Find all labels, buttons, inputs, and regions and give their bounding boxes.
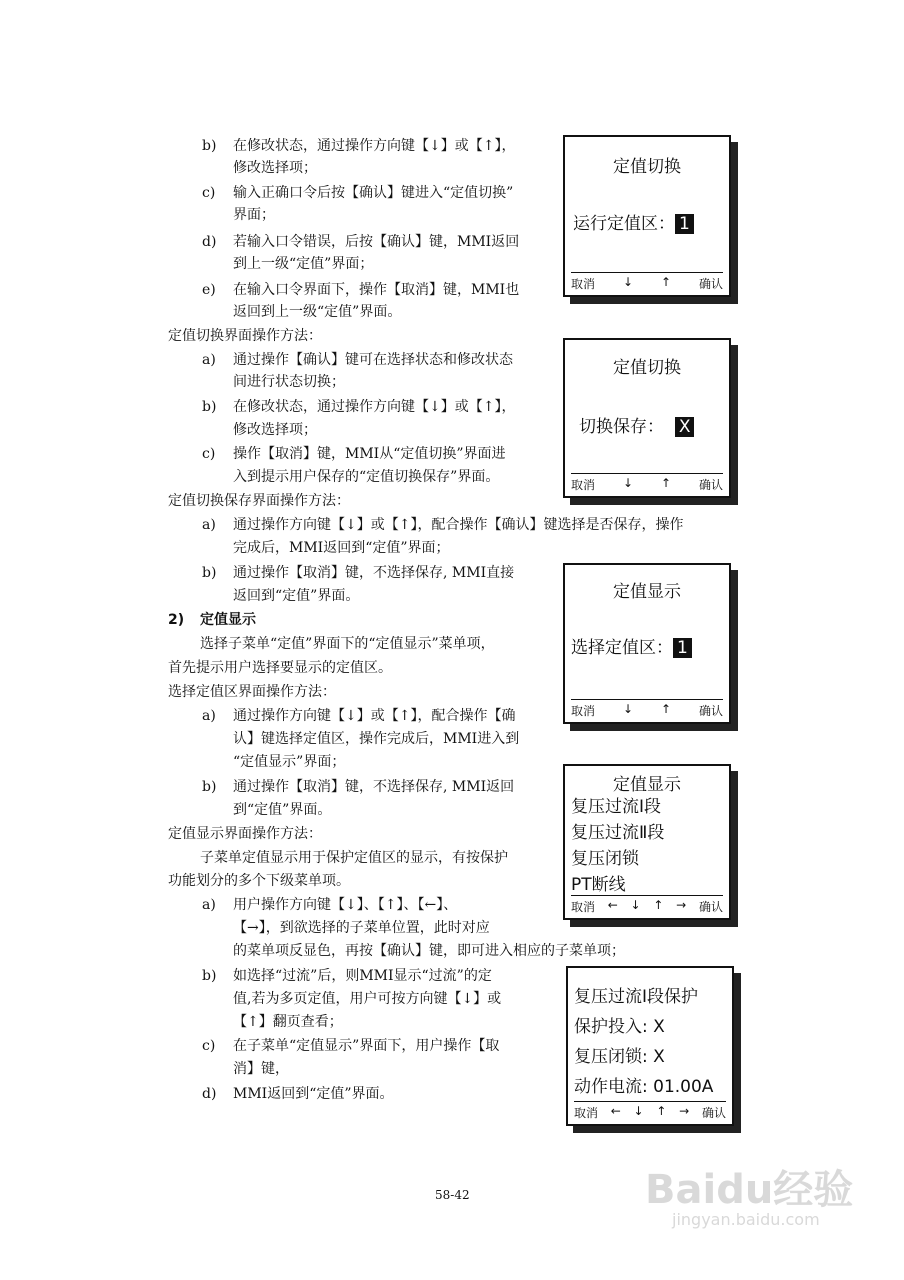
text-line: 值,若为多页定值，用户可按方向键【↓】或 bbox=[233, 991, 502, 1007]
text-line: 消】键， bbox=[233, 1061, 289, 1077]
item-marker: b) bbox=[202, 968, 217, 984]
text-line: 操作【取消】键，MMI从“定值切换”界面进 bbox=[233, 446, 506, 462]
text-line: 在子菜单“定值显示”界面下，用户操作【取 bbox=[233, 1038, 500, 1054]
text-line: MMI返回到“定值”界面。 bbox=[233, 1086, 394, 1102]
text-line: 修改选择项； bbox=[233, 160, 317, 176]
menu-item: 复压过流Ⅰ段 bbox=[571, 797, 662, 817]
item-marker: c) bbox=[202, 446, 216, 462]
item-marker: b) bbox=[202, 565, 217, 581]
screen-title: 定值切换 bbox=[613, 157, 681, 177]
screen-field-row bbox=[573, 209, 694, 234]
field-value-highlight: 1 bbox=[675, 214, 694, 234]
softkey-confirm: 确认 bbox=[698, 900, 723, 914]
text-line: 子菜单定值显示用于保护定值区的显示，有按保护 bbox=[200, 850, 508, 866]
lcd-screen-display-menu bbox=[563, 764, 731, 920]
page-number: 58-42 bbox=[435, 1188, 470, 1202]
item-marker: a) bbox=[202, 708, 216, 724]
screen-softkey-bar bbox=[571, 272, 723, 292]
text-line: 通过操作【确认】键可在选择状态和修改状态 bbox=[233, 352, 513, 368]
text-line: 修改选择项； bbox=[233, 422, 317, 438]
softkey-cancel: 取消 bbox=[571, 900, 596, 914]
text-line: 认】键选择定值区，操作完成后，MMI进入到 bbox=[233, 731, 520, 747]
text-line: 用户操作方向键【↓】、【↑】、【←】、 bbox=[233, 897, 458, 913]
menu-item: 复压过流Ⅱ段 bbox=[571, 823, 665, 843]
text-line: “定值显示”界面； bbox=[233, 754, 346, 770]
softkey-cancel: 取消 bbox=[574, 1106, 599, 1120]
text-line: 返回到上一级“定值”界面。 bbox=[233, 304, 402, 320]
text-line: 界面； bbox=[233, 207, 275, 223]
setting-voltage-lock: 复压闭锁: X bbox=[574, 1047, 665, 1067]
softkey-confirm: 确认 bbox=[698, 478, 723, 492]
text-line: 在修改状态，通过操作方向键【↓】或【↑】， bbox=[233, 399, 516, 415]
item-marker: a) bbox=[202, 352, 216, 368]
field-label: 选择定值区： bbox=[571, 638, 673, 658]
softkey-confirm: 确认 bbox=[701, 1106, 726, 1120]
softkey-cancel: 取消 bbox=[571, 704, 596, 718]
screen-title: 定值切换 bbox=[613, 358, 681, 378]
text-line: 【↑】翻页查看； bbox=[233, 1014, 343, 1030]
setting-protection-enable: 保护投入: X bbox=[574, 1017, 665, 1037]
softkey-cancel: 取消 bbox=[571, 277, 596, 291]
screen-softkey-bar bbox=[571, 895, 723, 915]
field-label: 运行定值区： bbox=[573, 214, 675, 234]
left-arrow-icon: ← bbox=[607, 898, 618, 912]
up-arrow-icon: ↑ bbox=[660, 702, 672, 716]
item-marker: b) bbox=[202, 779, 217, 795]
down-arrow-icon: ↓ bbox=[630, 898, 641, 912]
screen-title: 定值显示 bbox=[613, 582, 681, 602]
text-line: 输入正确口令后按【确认】键进入“定值切换” bbox=[233, 185, 514, 201]
section-title: 定值显示 bbox=[200, 612, 256, 628]
text-line: 在修改状态，通过操作方向键【↓】或【↑】， bbox=[233, 138, 516, 154]
section-heading: 定值显示界面操作方法： bbox=[168, 826, 322, 842]
lcd-screen-setting-switch bbox=[563, 135, 731, 297]
screen-field-row bbox=[579, 412, 694, 437]
text-line: 如选择“过流”后，则MMI显示“过流”的定 bbox=[233, 968, 492, 984]
section-number: 2) bbox=[168, 612, 185, 628]
settings-list bbox=[574, 982, 713, 1102]
item-marker: d) bbox=[202, 1086, 217, 1102]
item-marker: a) bbox=[202, 517, 216, 533]
screen-softkey-bar bbox=[571, 699, 723, 719]
menu-item: 复压闭锁 bbox=[571, 849, 639, 869]
text-line: 的菜单项反显色，再按【确认】键，即可进入相应的子菜单项； bbox=[233, 943, 625, 959]
section-heading: 选择定值区界面操作方法： bbox=[168, 684, 336, 700]
right-arrow-icon: → bbox=[679, 1104, 690, 1118]
section-heading: 定值切换保存界面操作方法： bbox=[168, 493, 350, 509]
up-arrow-icon: ↑ bbox=[660, 476, 672, 490]
field-value-highlight: 1 bbox=[673, 638, 692, 658]
item-marker: c) bbox=[202, 185, 216, 201]
item-marker: a) bbox=[202, 897, 216, 913]
screen-title: 定值显示 bbox=[613, 775, 681, 795]
settings-title: 复压过流Ⅰ段保护 bbox=[574, 987, 699, 1007]
up-arrow-icon: ↑ bbox=[656, 1104, 667, 1118]
item-marker: e) bbox=[202, 282, 216, 298]
item-marker: d) bbox=[202, 234, 217, 250]
text-line: 通过操作【取消】键，不选择保存, MMI返回 bbox=[233, 779, 515, 795]
text-line: 选择子菜单“定值”界面下的“定值显示”菜单项， bbox=[200, 636, 495, 652]
field-label: 切换保存： bbox=[579, 417, 664, 437]
text-line: 完成后，MMI返回到“定值”界面； bbox=[233, 540, 450, 556]
softkey-cancel: 取消 bbox=[571, 478, 596, 492]
text-line: 通过操作方向键【↓】或【↑】，配合操作【确 bbox=[233, 708, 516, 724]
item-marker: b) bbox=[202, 399, 217, 415]
lcd-screen-select-zone bbox=[563, 563, 731, 724]
softkey-confirm: 确认 bbox=[698, 704, 723, 718]
text-line: 首先提示用户选择要显示的定值区。 bbox=[168, 660, 392, 676]
text-line: 在输入口令界面下，操作【取消】键，MMI也 bbox=[233, 282, 520, 298]
field-value-highlight: X bbox=[675, 417, 695, 437]
item-marker: b) bbox=[202, 138, 217, 154]
down-arrow-icon: ↓ bbox=[633, 1104, 644, 1118]
lcd-screen-switch-save bbox=[563, 338, 731, 498]
softkey-confirm: 确认 bbox=[698, 277, 723, 291]
menu-list bbox=[571, 794, 664, 898]
left-arrow-icon: ← bbox=[610, 1104, 621, 1118]
right-arrow-icon: → bbox=[676, 898, 687, 912]
text-line: 【→】，到欲选择的子菜单位置，此时对应 bbox=[233, 920, 490, 936]
lcd-screen-overcurrent-settings bbox=[566, 966, 734, 1126]
text-line: 到上一级“定值”界面； bbox=[233, 256, 374, 272]
text-line: 间进行状态切换； bbox=[233, 374, 345, 390]
setting-trip-current: 动作电流: 01.00A bbox=[574, 1077, 714, 1097]
text-line: 入到提示用户保存的“定值切换保存”界面。 bbox=[233, 469, 500, 485]
screen-softkey-bar bbox=[571, 473, 723, 493]
item-marker: c) bbox=[202, 1038, 216, 1054]
screen-softkey-bar bbox=[574, 1101, 726, 1121]
text-line: 通过操作方向键【↓】或【↑】，配合操作【确认】键选择是否保存，操作 bbox=[233, 517, 684, 533]
down-arrow-icon: ↓ bbox=[622, 476, 634, 490]
section-heading: 定值切换界面操作方法： bbox=[168, 328, 322, 344]
down-arrow-icon: ↓ bbox=[622, 275, 634, 289]
text-line: 若输入口令错误，后按【确认】键，MMI返回 bbox=[233, 234, 520, 250]
baidu-watermark-logo: Baidu经验 bbox=[645, 1167, 854, 1213]
text-line: 返回到“定值”界面。 bbox=[233, 588, 360, 604]
baidu-watermark-url: jingyan.baidu.com bbox=[672, 1210, 820, 1229]
screen-field-row bbox=[571, 633, 692, 658]
down-arrow-icon: ↓ bbox=[622, 702, 634, 716]
text-line: 功能划分的多个下级菜单项。 bbox=[168, 873, 350, 889]
text-line: 通过操作【取消】键，不选择保存, MMI直接 bbox=[233, 565, 515, 581]
up-arrow-icon: ↑ bbox=[653, 898, 664, 912]
up-arrow-icon: ↑ bbox=[660, 275, 672, 289]
menu-item: PT断线 bbox=[571, 875, 626, 895]
text-line: 到“定值”界面。 bbox=[233, 802, 332, 818]
